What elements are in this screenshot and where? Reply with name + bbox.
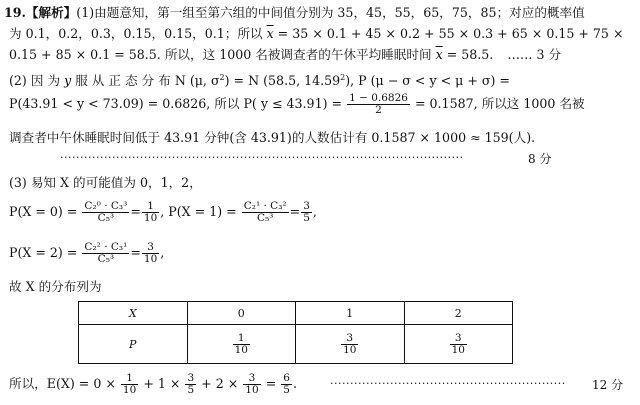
p2-cell-den: 10 [451, 343, 465, 356]
part2-line3 [9, 130, 535, 146]
table-cell-p1 [296, 325, 405, 364]
part2-frac-den: 2 [347, 104, 410, 116]
expect-res-den: 5 [283, 384, 290, 396]
part2-var-y: y [64, 73, 72, 88]
part3-text-1: (3) 易知 X 的可能值为 0，1，2， [9, 175, 202, 190]
table-header-row [79, 302, 513, 325]
p2-cell-num: 3 [454, 331, 462, 344]
expect-t3-num: 3 [248, 372, 256, 384]
mean-symbol: $\overline{x}$ [266, 26, 274, 41]
table-header-2: 2 [404, 302, 513, 325]
part2-text-1e: ), P (μ − σ < y < μ + σ) = [345, 73, 510, 88]
part2-text-1c: N (μ, σ [174, 73, 220, 88]
p1-lhs: , P(X = 1) = [160, 204, 237, 219]
distribution-caption: 故 X 的分布列为 [9, 279, 102, 294]
expectation-line: 所以，E(X) = 0 × $\frac{1}{10}$ + 1 × $\frac{3}{5}$ + 2 × $\frac{3}{10}$ = $\frac{6}{5}$ . [9, 372, 297, 396]
p1-val-den: 5 [303, 212, 310, 224]
part2-text-2a: P(43.91 < y < 73.09) = 0.6826, 所以 P( y ≤ 43.91) = [9, 96, 343, 111]
expect-prefix: 所以，E(X) = 0 × [9, 376, 116, 391]
part2-text-2b: = 0.1587, 所以这 1000 名被 [414, 96, 585, 111]
expect-result [281, 373, 292, 396]
part3-line1 [9, 175, 202, 191]
part2-text-1b: 服 从 正 态 分 布 [75, 73, 171, 88]
p0-cell-den: 10 [234, 343, 248, 356]
expect-mid1: + 1 × [143, 376, 181, 391]
p1-den: C₅³ [242, 212, 289, 224]
table-header-1: 1 [296, 302, 405, 325]
p0-num: C₂⁰ · C₃³ [84, 200, 128, 212]
prob-line-2: P(X = 2) = $\frac{\text{C₂² · C₃¹}}{\text{C₅³}}$ = $\frac{3}{10}$ , [9, 241, 165, 265]
p2-val-den: 10 [143, 253, 158, 265]
distribution-table [78, 301, 513, 364]
analysis-tag: 【解析】 [25, 5, 77, 20]
part2-line1: (2) 因 为 y 服 从 正 态 分 布 N (μ, $\sigma^2) = N$ (58.5, 14.59$^2$), P (μ − σ < y < μ + σ) = [9, 73, 510, 88]
expect-term2 [185, 373, 196, 396]
table-cell-p0 [187, 325, 296, 364]
part2-text-3: 调查者中午休睡眠时间低于 43.91 分钟(含 43.91)的人数估计有 0.1587 × 1000 ≈ 159(人). [9, 130, 536, 145]
part1-text-3a: 0.15 + 85 × 0.1 = 58.5. 所以，这 1000 名被调查者的午休平均睡眠时间 [9, 47, 432, 62]
table-header-x: X [79, 302, 188, 325]
p0-val-num: 1 [147, 200, 154, 212]
p0-comb-fraction [82, 201, 129, 224]
expect-t2-den: 5 [187, 384, 195, 396]
expect-t1-den: 10 [122, 384, 137, 396]
expect-t2-num: 3 [187, 372, 195, 384]
part2-frac-num: 1 − 0.6826 [349, 92, 408, 104]
p1-cell-num: 3 [346, 331, 354, 344]
expect-t1-num: 1 [126, 372, 133, 384]
p1-comb-fraction [242, 201, 289, 224]
part1-text-1: (1)由题意知，第一组至第六组的中间值分别为 35，45，55，65，75，85；对应的概率值 [76, 5, 585, 20]
expect-eq: = [265, 376, 277, 391]
part2-leader: ····································································································· [60, 151, 464, 164]
expect-res-num: 6 [283, 372, 290, 384]
part1-text-2: 为 0.1，0.2，0.3，0.15，0.15，0.1；所以 [9, 26, 263, 41]
table-row [79, 325, 513, 364]
p0-val-den: 10 [143, 212, 158, 224]
p2-den: C₅³ [82, 253, 129, 265]
p0-lhs: P(X = 0) = [9, 204, 78, 219]
part1-line3 [9, 47, 561, 63]
table-cell-p2 [404, 325, 513, 364]
part1-text-3b: = 58.5. [442, 47, 494, 62]
p0-den: C₅³ [82, 212, 129, 224]
expect-t3-den: 10 [245, 384, 259, 396]
part2-score: 8 分 [528, 152, 552, 166]
expect-term3 [243, 373, 260, 396]
p0-value [142, 201, 159, 224]
part3-leader: ··························································· [330, 377, 566, 390]
part1-line2 [9, 26, 624, 42]
p1-num: C₂¹ · C₃² [243, 200, 287, 212]
p0-cell-num: 1 [237, 331, 245, 344]
mean-expression: = 35 × 0.1 + 45 × 0.2 + 55 × 0.3 + 65 × 0.15 + 75 × [273, 26, 624, 41]
p2-value [142, 242, 159, 265]
part2-text-1a: (2) 因 为 [9, 73, 61, 88]
mean-symbol-2: $\overline{x}$ [435, 47, 443, 62]
p2-comb-fraction [82, 242, 129, 265]
part1-line1 [4, 5, 585, 21]
expect-term1 [121, 373, 138, 396]
p1-cell-den: 10 [343, 343, 357, 356]
p1-val-num: 3 [303, 200, 310, 212]
p1-value [301, 201, 312, 224]
prob-line-1: P(X = 0) = $\frac{\text{C₂⁰ · C₃³}}{\text{C₅³}}$ = $\frac{1}{10}$ , P(X = 1) = $\frac{\text{C₂¹ · C₃²}}{\text{C₅³}}$ = $\frac{3}{5}$ , [9, 200, 317, 224]
part2-text-1d: ) = N (58.5, 14.59 [224, 73, 341, 88]
part2-line2 [9, 92, 585, 116]
part3-score: 12 分 [592, 378, 624, 392]
p2-val-num: 3 [147, 241, 154, 253]
problem-number: 19. [4, 5, 26, 20]
p2-lhs: P(X = 2) = [9, 245, 78, 260]
part2-fraction [347, 93, 410, 116]
table-header-0: 0 [187, 302, 296, 325]
table-row-label: P [79, 325, 188, 364]
expect-mid2: + 2 × [201, 376, 239, 391]
part1-score: …… 3 分 [507, 47, 562, 62]
p2-num: C₂² · C₃¹ [84, 241, 128, 253]
